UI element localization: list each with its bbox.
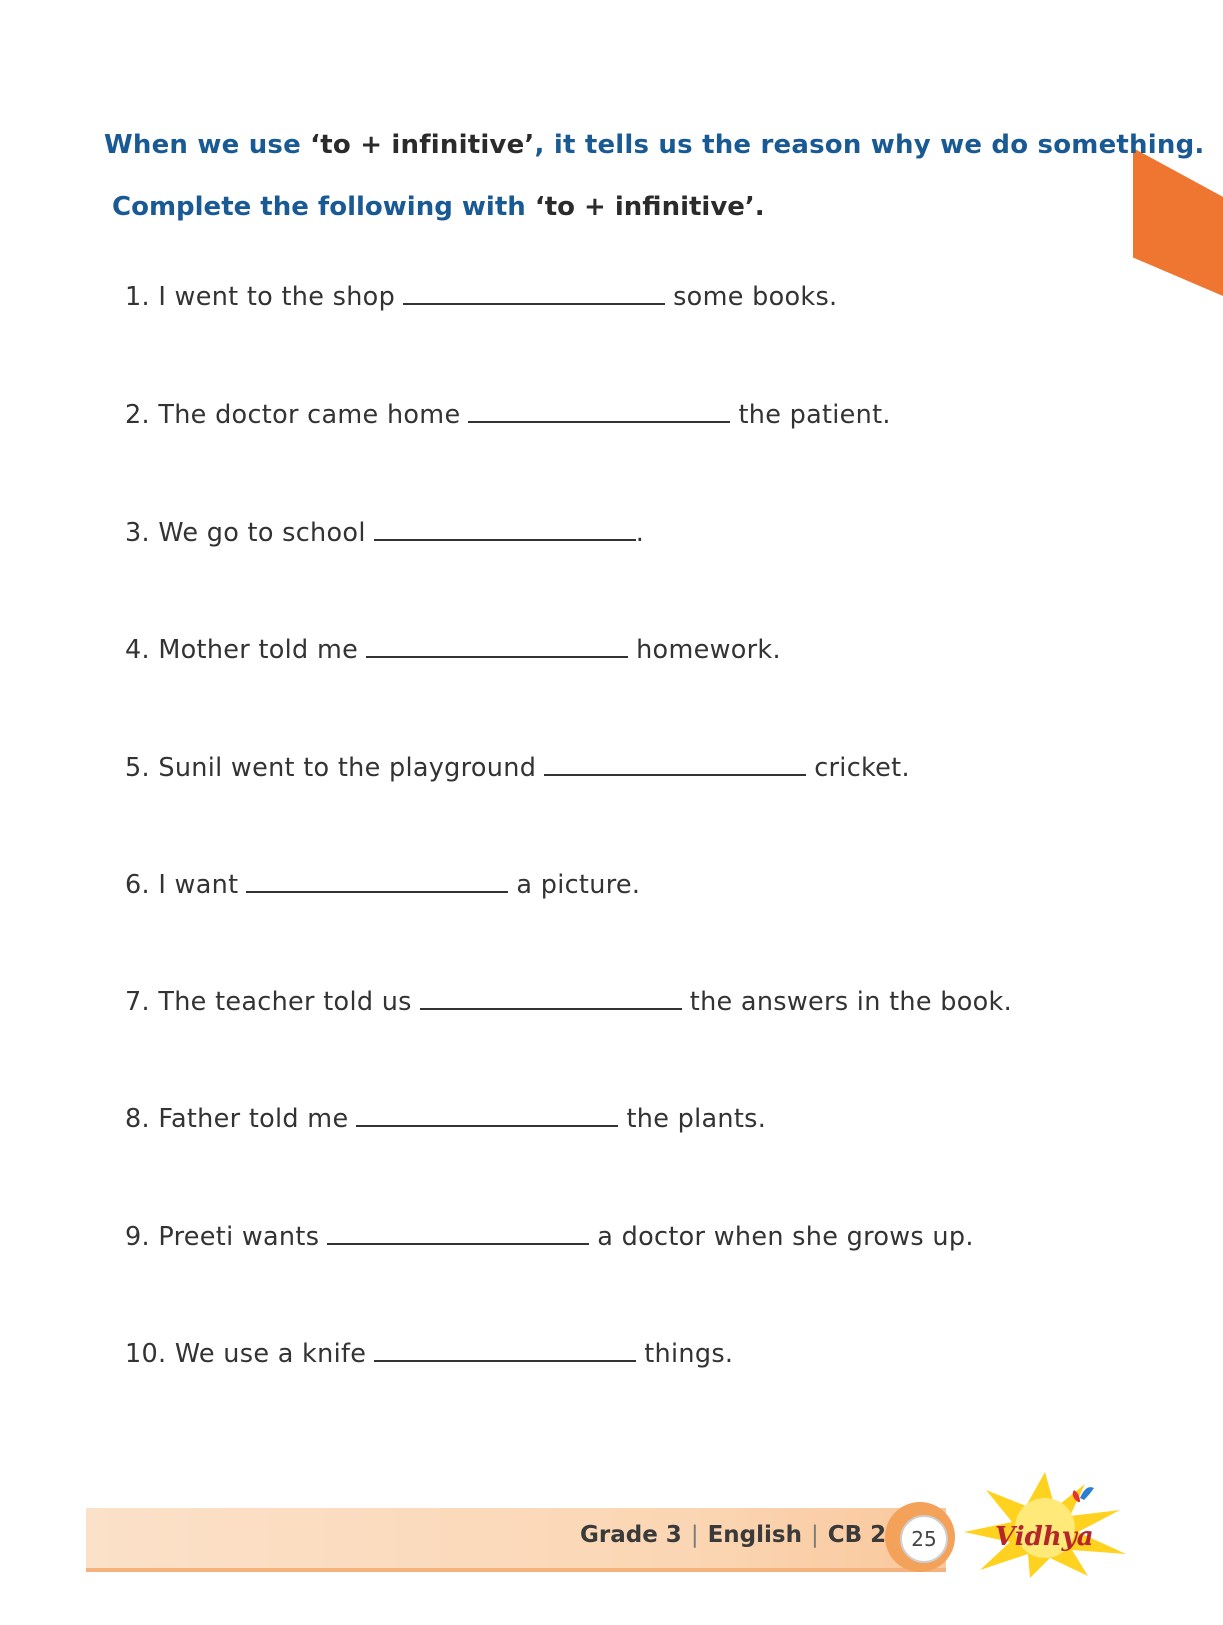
page-number: 25 xyxy=(900,1515,948,1563)
instruction-part1: Complete the following with xyxy=(112,192,535,222)
answer-blank[interactable] xyxy=(327,1221,589,1245)
answer-blank[interactable] xyxy=(374,517,636,541)
question-text-after: the patient. xyxy=(738,400,891,430)
question-text-after: the plants. xyxy=(626,1104,767,1134)
question-8 xyxy=(125,1103,766,1134)
question-5 xyxy=(125,752,910,783)
question-10 xyxy=(125,1338,733,1369)
answer-blank[interactable] xyxy=(246,869,508,893)
intro-text xyxy=(104,130,1204,160)
footer-book: CB 2 xyxy=(827,1522,887,1548)
corner-tab-decoration xyxy=(1133,148,1223,296)
question-text-after: cricket. xyxy=(814,753,910,783)
answer-blank[interactable] xyxy=(403,281,665,305)
question-text: 10. We use a knife xyxy=(125,1339,367,1369)
question-2 xyxy=(125,399,891,430)
question-text: 9. Preeti wants xyxy=(125,1222,320,1252)
question-text-after: homework. xyxy=(636,635,781,665)
question-text: 2. The doctor came home xyxy=(125,400,461,430)
question-3 xyxy=(125,517,644,548)
footer-grade: Grade 3 xyxy=(580,1522,682,1548)
answer-blank[interactable] xyxy=(356,1103,618,1127)
answer-blank[interactable] xyxy=(366,634,628,658)
intro-part1: When we use xyxy=(104,130,311,160)
question-text: 8. Father told me xyxy=(125,1104,349,1134)
instruction-text xyxy=(112,192,765,222)
question-7 xyxy=(125,986,1012,1017)
question-9 xyxy=(125,1221,974,1252)
question-text: 3. We go to school xyxy=(125,518,366,548)
question-text: 5. Sunil went to the playground xyxy=(125,753,537,783)
question-text-after: a picture. xyxy=(516,870,641,900)
answer-blank[interactable] xyxy=(468,399,730,423)
question-text-after: some books. xyxy=(673,282,838,312)
intro-part3: , it tells us the reason why we do something. xyxy=(534,130,1205,160)
question-text: 4. Mother told me xyxy=(125,635,359,665)
question-text: 6. I want xyxy=(125,870,239,900)
question-text-after: . xyxy=(635,518,645,548)
question-text-after: the answers in the book. xyxy=(689,987,1012,1017)
instruction-highlight: ‘to + infinitive’. xyxy=(534,192,765,222)
footer-separator: | xyxy=(690,1522,699,1548)
question-4 xyxy=(125,634,781,665)
question-text-after: things. xyxy=(644,1339,734,1369)
question-6 xyxy=(125,869,640,900)
intro-highlight: ‘to + infinitive’ xyxy=(310,130,535,160)
question-text-after: a doctor when she grows up. xyxy=(597,1222,974,1252)
answer-blank[interactable] xyxy=(420,986,682,1010)
answer-blank[interactable] xyxy=(374,1338,636,1362)
answer-blank[interactable] xyxy=(544,752,806,776)
logo-text: Vidhya xyxy=(995,1522,1094,1552)
question-text: 7. The teacher told us xyxy=(125,987,412,1017)
question-1 xyxy=(125,281,837,312)
footer-info xyxy=(580,1522,886,1548)
question-text: 1. I went to the shop xyxy=(125,282,396,312)
footer-subject: English xyxy=(707,1522,802,1548)
footer-separator: | xyxy=(810,1522,819,1548)
